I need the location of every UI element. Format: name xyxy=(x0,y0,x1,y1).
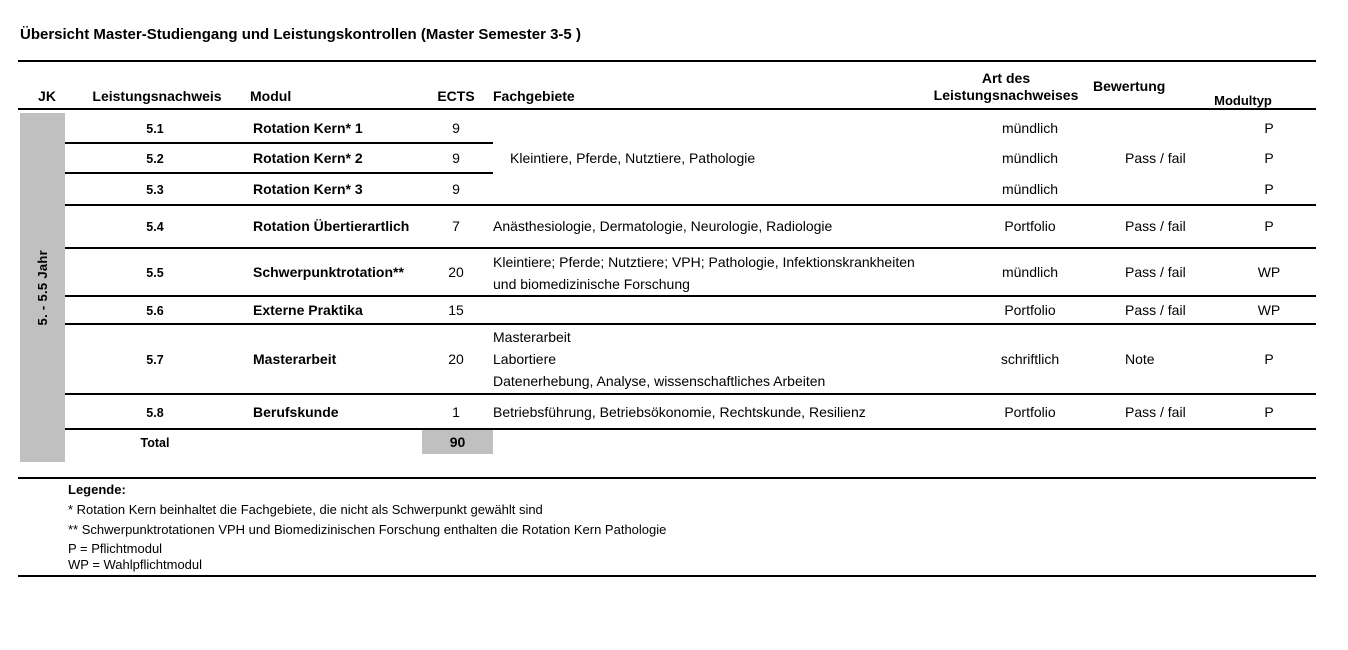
legend-item-rotation-kern: * Rotation Kern beinhaltet die Fachgebiete, die nicht als Schwerpunkt gewählt sind xyxy=(68,502,543,517)
row-5-4-nr: 5.4 xyxy=(146,220,164,234)
row-5-7-modultyp: P xyxy=(1264,351,1274,367)
legend-heading: Legende: xyxy=(68,482,126,497)
rule-row-5-7 xyxy=(65,393,1316,395)
row-5-2-art: mündlich xyxy=(1001,150,1059,166)
row-5-8-ects: 1 xyxy=(452,404,460,420)
rule-row-5-5 xyxy=(65,295,1316,297)
rule-top xyxy=(18,60,1316,62)
row-5-7-fachgebiete-line1: Masterarbeit xyxy=(493,329,571,345)
row-5-3-art: mündlich xyxy=(1001,181,1059,197)
header-jk: JK xyxy=(38,88,56,104)
row-5-7-ects: 20 xyxy=(448,351,464,367)
rule-legend-bottom xyxy=(18,575,1316,577)
row-5-5-fachgebiete-line1: Kleintiere; Pferde; Nutztiere; VPH; Pathologie, Infektionskrankheiten xyxy=(493,254,915,270)
row-5-2-nr: 5.2 xyxy=(146,152,164,166)
row-5-6-modul: Externe Praktika xyxy=(253,302,363,318)
row-5-7-modul: Masterarbeit xyxy=(253,351,337,367)
row-5-6-ects: 15 xyxy=(448,302,464,318)
row-5-1-modul: Rotation Kern* 1 xyxy=(253,120,363,136)
row-5-4-modul: Rotation Übertierartlich xyxy=(253,218,410,234)
header-leistungsnachweis: Leistungsnachweis xyxy=(92,88,222,104)
rule-header-bottom xyxy=(18,108,1316,110)
row-5-6-art: Portfolio xyxy=(1004,302,1056,318)
row-5-8-fachgebiete: Betriebsführung, Betriebsökonomie, Rechtskunde, Resilienz xyxy=(493,404,866,420)
row-5-4-ects: 7 xyxy=(452,218,460,234)
row-5-2-modul: Rotation Kern* 2 xyxy=(253,150,363,166)
row-5-5-fachgebiete-line2: und biomedizinische Forschung xyxy=(493,276,690,292)
row-5-5-nr: 5.5 xyxy=(146,266,164,280)
header-art-line2: Leistungsnachweises xyxy=(933,87,1079,103)
row-5-1-ects: 9 xyxy=(452,120,460,136)
row-5-5-bewertung: Pass / fail xyxy=(1125,264,1186,280)
total-label: Total xyxy=(140,436,170,450)
legend-item-wp: WP = Wahlpflichtmodul xyxy=(68,557,203,572)
header-art-line1: Art des xyxy=(981,70,1031,86)
rule-row-5-4 xyxy=(65,247,1316,249)
row-5-1-nr: 5.1 xyxy=(146,122,164,136)
row-5-7-art: schriftlich xyxy=(1000,351,1060,367)
row-5-1-modultyp: P xyxy=(1264,120,1274,136)
row-5-5-modultyp: WP xyxy=(1257,264,1281,280)
rule-row-5-6 xyxy=(65,323,1316,325)
row-5-7-bewertung: Note xyxy=(1125,351,1155,367)
row-5-3-modultyp: P xyxy=(1264,181,1274,197)
header-modultyp: Modultyp xyxy=(1214,93,1272,108)
row-5-8-modul: Berufskunde xyxy=(253,404,339,420)
row-5-6-bewertung: Pass / fail xyxy=(1125,302,1186,318)
row-5-3-nr: 5.3 xyxy=(146,183,164,197)
legend-item-p: P = Pflichtmodul xyxy=(68,541,163,556)
row-5-2-modultyp: P xyxy=(1264,150,1274,166)
jk-year-band xyxy=(20,113,65,462)
row-5-8-art: Portfolio xyxy=(1004,404,1056,420)
row-5-8-modultyp: P xyxy=(1264,404,1274,420)
row-5-4-modultyp: P xyxy=(1264,218,1274,234)
row-5-3-ects: 9 xyxy=(452,181,460,197)
row-5-5-modul: Schwerpunktrotation** xyxy=(253,264,404,280)
group-5-1-3-bewertung: Pass / fail xyxy=(1125,150,1186,166)
row-5-4-art: Portfolio xyxy=(1004,218,1056,234)
row-5-8-bewertung: Pass / fail xyxy=(1125,404,1186,420)
row-5-2-ects: 9 xyxy=(452,150,460,166)
page-title: Übersicht Master-Studiengang und Leistungskontrollen (Master Semester 3-5 ) xyxy=(20,26,581,43)
jk-year-label: 5. - 5.5 Jahr xyxy=(35,249,50,326)
row-5-6-nr: 5.6 xyxy=(146,304,164,318)
header-ects: ECTS xyxy=(437,88,475,104)
row-5-4-fachgebiete: Anästhesiologie, Dermatologie, Neurologie, Radiologie xyxy=(493,218,833,234)
rule-row-5-3 xyxy=(65,204,1316,206)
row-5-7-fachgebiete-line2: Labortiere xyxy=(493,351,557,367)
row-5-1-art: mündlich xyxy=(1001,120,1059,136)
header-bewertung: Bewertung xyxy=(1093,78,1166,94)
row-5-7-nr: 5.7 xyxy=(146,353,164,367)
legend-item-schwerpunktrotationen: ** Schwerpunktrotationen VPH und Biomedizinischen Forschung enthalten die Rotation Kern Pathologie xyxy=(68,522,667,537)
group-5-1-3-fachgebiete: Kleintiere, Pferde, Nutztiere, Pathologie xyxy=(510,150,756,166)
row-5-7-fachgebiete-line3: Datenerhebung, Analyse, wissenschaftliches Arbeiten xyxy=(493,373,826,389)
total-ects-value: 90 xyxy=(449,434,466,450)
row-5-8-nr: 5.8 xyxy=(146,406,164,420)
rule-table-bottom xyxy=(18,477,1316,479)
row-5-3-modul: Rotation Kern* 3 xyxy=(253,181,363,197)
header-modul: Modul xyxy=(250,88,292,104)
row-5-6-modultyp: WP xyxy=(1257,302,1281,318)
rule-row-5-2 xyxy=(65,172,493,174)
rule-row-5-8 xyxy=(65,428,1316,430)
rule-row-5-1 xyxy=(65,142,493,144)
row-5-5-art: mündlich xyxy=(1001,264,1059,280)
total-ects-cell xyxy=(422,430,493,454)
header-fachgebiete: Fachgebiete xyxy=(493,88,575,104)
row-5-5-ects: 20 xyxy=(448,264,464,280)
row-5-4-bewertung: Pass / fail xyxy=(1125,218,1186,234)
